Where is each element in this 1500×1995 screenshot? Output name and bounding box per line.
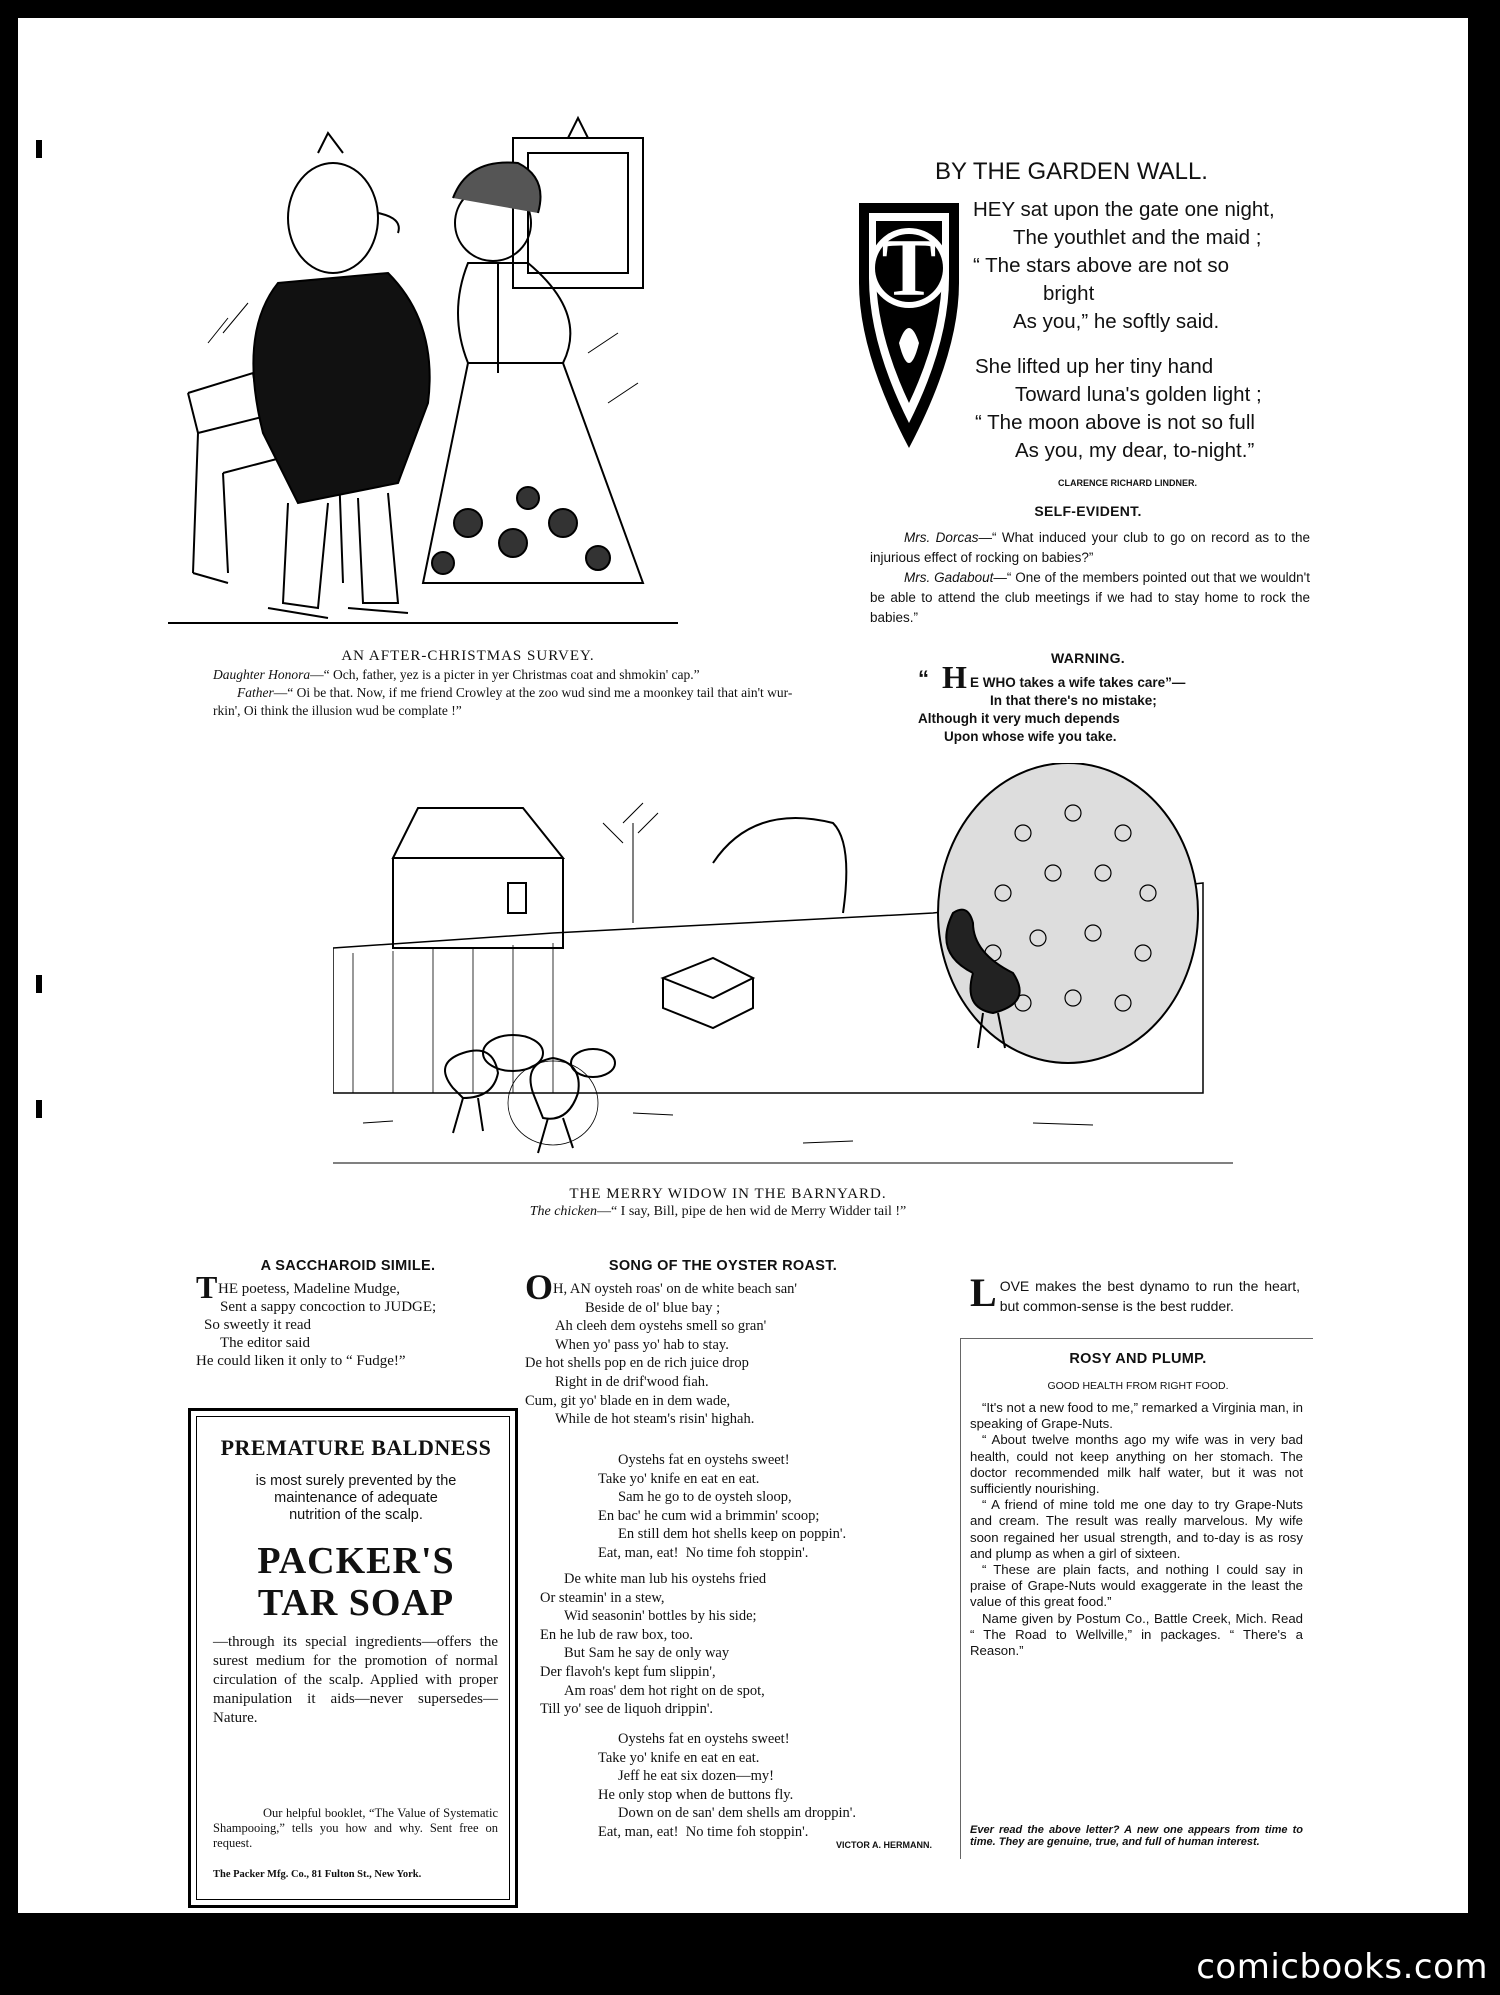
- poem-line: Take yo' knife en eat en eat.: [598, 1470, 760, 1487]
- saccharoid-dropcap: T: [196, 1269, 218, 1305]
- poem-line: The editor said: [220, 1335, 310, 1351]
- poem-line: Sent a sappy concoction to JUDGE;: [220, 1299, 437, 1315]
- poem-line: Down on de san' dem shells am droppin'.: [618, 1805, 856, 1822]
- poem-line: As you,” he softly said.: [1013, 310, 1220, 333]
- rosy-title: ROSY AND PLUMP.: [1069, 1351, 1207, 1367]
- poem-line: HE poetess, Madeline Mudge,: [218, 1281, 401, 1297]
- poem-line: In that there's no mistake;: [990, 693, 1157, 708]
- cartoon1-title: AN AFTER-CHRISTMAS SURVEY.: [341, 648, 595, 664]
- cartoon2-speaker: The chicken: [529, 1204, 597, 1219]
- poem-line: HEY sat upon the gate one night,: [973, 198, 1275, 221]
- merry-widow-barnyard-illustration: [333, 763, 1233, 1193]
- rosy-paragraph: Name given by Postum Co., Battle Creek, Mich. Read “ The Road to Wellville,” in packages. “ There's a Reason.”: [970, 1610, 1303, 1659]
- self-evident-text: [870, 528, 1310, 628]
- garden-wall-author: CLARENCE RICHARD LINDNER.: [1058, 478, 1197, 488]
- ad-body: —through its special ingredients—offers the surest medium for the promotion of normal circulation of the scalp. Applied with proper manipulation it aids—never supersedes—Nature.: [213, 1634, 498, 1726]
- poem-line: Take yo' knife en eat en eat.: [598, 1749, 760, 1766]
- oyster-dropcap: O: [525, 1267, 554, 1307]
- warning-poem: “ H E WHO takes a wife takes care”— In that there's no mistake; Although it very much depends Upon whose wife you take.: [918, 659, 1186, 744]
- poem-line: Ah cleeh dem oystehs smell so gran': [555, 1318, 767, 1335]
- saccharoid-title: A SACCHAROID SIMILE.: [260, 1258, 436, 1274]
- garden-wall-poem: [973, 196, 1275, 336]
- rosy-subtitle: GOOD HEALTH FROM RIGHT FOOD.: [1047, 1380, 1229, 1392]
- poem-line: He could liken it only to “ Fudge!”: [196, 1353, 406, 1369]
- poem-line: The youthlet and the maid ;: [1013, 226, 1262, 249]
- poem-line: E WHO takes a wife takes care”—: [970, 675, 1186, 690]
- oyster-chorus2: [598, 1730, 856, 1842]
- poem-line: He only stop when de buttons fly.: [598, 1786, 794, 1803]
- cartoon1-speaker1: Daughter Honora: [213, 667, 311, 682]
- oyster-author: VICTOR A. HERMANN.: [836, 1840, 933, 1850]
- cartoon2-title: THE MERRY WIDOW IN THE BARNYARD.: [569, 1186, 887, 1202]
- warning-dropcap: H: [942, 659, 967, 695]
- oyster-stanza2: [540, 1570, 766, 1719]
- ad-intro: is most surely prevented by the maintenance of adequate nutrition of the scalp.: [255, 1473, 457, 1523]
- garden-wall-dropcap: T: [881, 222, 937, 313]
- oyster-stanza1: [525, 1267, 798, 1429]
- poem-line: So sweetly it read: [204, 1317, 312, 1333]
- poem-line: When yo' pass yo' hab to stay.: [555, 1336, 729, 1353]
- poem-line: Upon whose wife you take.: [944, 729, 1117, 744]
- poem-line: En still dem hot shells keep on poppin'.: [618, 1526, 847, 1543]
- self-evident-speaker2: Mrs. Gadabout: [904, 570, 994, 585]
- ad-company: The Packer Mfg. Co., 81 Fulton St., New York.: [213, 1869, 422, 1880]
- poem-line: Eat, man, eat! No time foh stoppin'.: [598, 1823, 809, 1840]
- poem-line: De hot shells pop en de rich juice drop: [525, 1355, 749, 1372]
- ad-booklet: Our helpful booklet, “The Value of Systematic Shampooing,” tells you how and why. Sent free on request.: [213, 1806, 498, 1850]
- poem-line: Beside de ol' blue bay ;: [585, 1299, 721, 1316]
- oyster-chorus1: [598, 1451, 846, 1563]
- ad-brand-line1: PACKER'S: [257, 1540, 455, 1582]
- binding-mark: [36, 140, 42, 158]
- garden-wall-title: BY THE GARDEN WALL.: [935, 158, 1208, 185]
- binding-mark: [36, 1100, 42, 1118]
- cartoon1-line1: —“ Och, father, yez is a picter in yer Christmas coat and shmokin' cap.”: [310, 667, 700, 682]
- poem-line: Jeff he eat six dozen—my!: [618, 1768, 774, 1785]
- cartoon1-caption: [213, 666, 803, 720]
- self-evident-line2: —“ One of the members pointed out that we wouldn't be able to attend the club meetings if we had to stay home to rock the babies.”: [870, 570, 1311, 625]
- packers-tar-soap-ad: [188, 1408, 518, 1908]
- cartoon2-line: —“ I say, Bill, pipe de hen wid de Merry Widder tail !”: [596, 1204, 907, 1219]
- rosy-footer: Ever read the above letter? A new one appears from time to time. They are genuine, true, and full of human interest.: [970, 1824, 1303, 1848]
- poem-line: Cum, git yo' blade en in dem wade,: [525, 1392, 731, 1409]
- poem-line: Der flavoh's kept fum slippin',: [540, 1663, 716, 1680]
- love-epigram: [970, 1270, 1300, 1316]
- ad-headline: PREMATURE BALDNESS: [220, 1435, 492, 1460]
- love-text: OVE makes the best dynamo to run the heart, but common-sense is the best rudder.: [999, 1278, 1300, 1314]
- ad-brand-line2: TAR SOAP: [257, 1582, 455, 1624]
- cartoon2-caption: [398, 1204, 1038, 1220]
- rosy-body: [970, 1400, 1303, 1659]
- poem-line: Or steamin' in a stew,: [540, 1589, 665, 1606]
- rosy-paragraph: “It's not a new food to me,” remarked a Virginia man, in speaking of Grape-Nuts.: [970, 1400, 1303, 1432]
- site-watermark: comicbooks.com: [1196, 1947, 1488, 1987]
- poem-line: “ The stars above are not so: [973, 254, 1230, 277]
- ornamental-initial-t: [854, 193, 964, 453]
- after-christmas-illustration: [168, 103, 678, 658]
- binding-mark: [36, 975, 42, 993]
- poem-line: Although it very much depends: [918, 711, 1120, 726]
- poem-line: Wid seasonin' bottles by his side;: [564, 1608, 757, 1625]
- cartoon1-line2: —“ Oi be that. Now, if me friend Crowley at the zoo wud sind me a moonkey tail that ain't wur-rkin', Oi think the illusion wud be complate !”: [213, 685, 793, 718]
- rosy-paragraph: “ A friend of mine told me one day to try Grape-Nuts and cream. The result was really marvelous. My wife soon regained her usual strength, and to-day is as rosy and plump as when a girl of sixteen.: [970, 1497, 1303, 1561]
- cartoon1-speaker2: Father: [237, 685, 274, 700]
- poem-line: En bac' he cum wid a brimmin' scoop;: [598, 1507, 820, 1524]
- self-evident-line1: —“ What induced your club to go on record as to the injurious effect of rocking on babies?”: [870, 530, 1310, 565]
- poem-line: Am roas' dem hot right on de spot,: [564, 1682, 765, 1699]
- warning-title: WARNING.: [1051, 650, 1125, 666]
- rosy-paragraph: “ These are plain facts, and nothing I could say in praise of Grape-Nuts would exaggerate in the least the value of this great food.”: [970, 1562, 1303, 1610]
- magazine-page: [18, 18, 1468, 1913]
- poem-line: Eat, man, eat! No time foh stoppin'.: [598, 1544, 809, 1561]
- rosy-paragraph: “ About twelve months ago my wife was in very bad health, could not keep anything on her stomach. The doctor recommended milk half water, but it was not sufficiently nourishing.: [970, 1432, 1303, 1497]
- poem-line: Till yo' see de liquoh drippin'.: [540, 1701, 714, 1718]
- poem-line: De white man lub his oystehs fried: [564, 1571, 767, 1587]
- poem-line: She lifted up her tiny hand: [975, 355, 1214, 378]
- poem-line: bright: [1043, 282, 1095, 305]
- poem-line: “ The moon above is not so full: [975, 411, 1255, 434]
- poem-line: But Sam he say de only way: [564, 1645, 730, 1662]
- saccharoid-poem: [196, 1269, 437, 1370]
- self-evident-title: SELF-EVIDENT.: [1034, 503, 1142, 519]
- poem-line: Oystehs fat en oystehs sweet!: [618, 1731, 790, 1747]
- poem-line: Right in de drif'wood fiah.: [555, 1373, 709, 1390]
- self-evident-speaker1: Mrs. Dorcas: [904, 530, 979, 545]
- love-dropcap: L: [970, 1270, 997, 1315]
- poem-line: Sam he go to de oysteh sloop,: [618, 1489, 792, 1506]
- garden-wall-poem-stanza2: [975, 353, 1262, 465]
- poem-line: While de hot steam's risin' highah.: [555, 1411, 755, 1428]
- oyster-title: SONG OF THE OYSTER ROAST.: [608, 1258, 838, 1274]
- poem-line: Oystehs fat en oystehs sweet!: [618, 1452, 790, 1468]
- poem-line: En he lub de raw box, too.: [540, 1626, 694, 1643]
- poem-line: As you, my dear, to-night.”: [1015, 439, 1255, 462]
- poem-line: Toward luna's golden light ;: [1015, 383, 1262, 406]
- poem-line: H, AN oysteh roas' on de white beach san': [553, 1281, 798, 1297]
